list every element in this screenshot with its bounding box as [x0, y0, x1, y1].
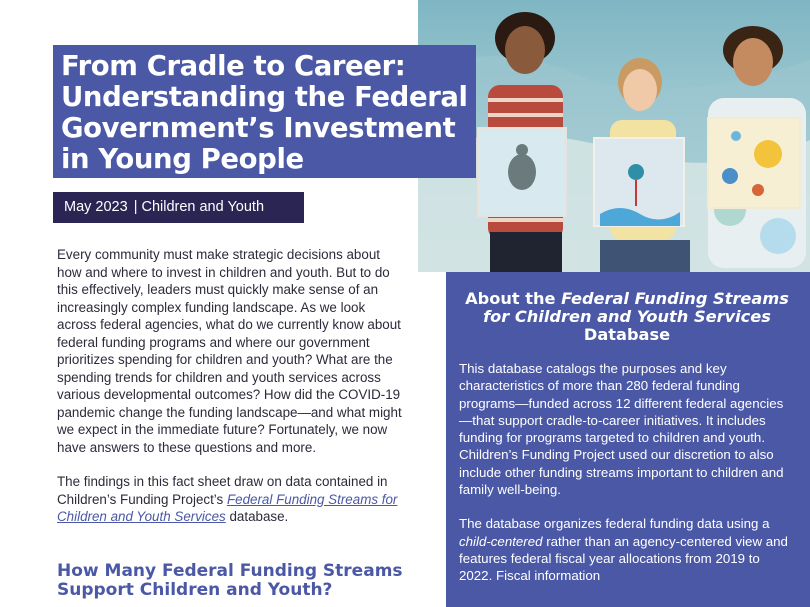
about-database-panel	[446, 272, 810, 607]
children-photo-illustration	[418, 0, 810, 272]
panel-heading-end: Database	[583, 325, 671, 344]
title-line-3: Government’s Investment	[61, 112, 456, 144]
panel-p2-start: The database organizes federal funding data using a	[459, 516, 770, 532]
child-left	[478, 12, 566, 272]
intro-p2-text-end: database.	[225, 509, 289, 524]
title-line-2: Understanding the Federal	[61, 81, 468, 113]
panel-paragraph-1: This database catalogs the purposes and key characteristics of more than 280 federal funding programs—funded across 12 different federal agencies—that support cradle-to-career initiatives. It includes funding for programs targeted to children and youth. Children’s Funding Project used our discretion to also include other funding streams important to children and family well-being.	[459, 361, 784, 498]
panel-p2-end: rather than an agency-centered view and features federal fiscal year allocations from 2019 to 2022. Fiscal information	[459, 533, 788, 584]
panel-heading	[462, 290, 792, 344]
title-banner	[53, 45, 476, 178]
database-link[interactable]: Federal Funding Streams for Children and Youth Services	[57, 491, 398, 524]
intro-body	[57, 246, 407, 543]
panel-paragraph-2	[459, 515, 789, 584]
date-category-bar	[53, 192, 304, 223]
intro-paragraph-2	[57, 473, 407, 526]
intro-paragraph-1: Every community must make strategic decisions about how and where to invest in children and youth. But to do this effectively, leaders must quickly make sense of an increasingly complex funding landscape. As we look across federal agencies, what do we currently know about federal funding programs and where our government prioritizes spending for children and youth? What are the spending trends for children and youth services across various developmental outcomes? How did the COVID-19 pandemic change the funding landscape—and what might we expect in the immediate future? Fortunately, we now have answers to these questions and more.	[57, 247, 402, 455]
title-line-1: From Cradle to Career:	[61, 50, 406, 82]
panel-heading-start: About the	[465, 289, 562, 308]
child-right	[708, 26, 806, 268]
page-title	[61, 51, 468, 175]
hero-photo	[418, 0, 810, 272]
publication-date: May 2023	[64, 199, 128, 215]
intro-p2-text-start: The findings in this fact sheet draw on data contained in Children’s Funding Project’s	[57, 474, 388, 507]
section-heading: How Many Federal Funding Streams Support Children and Youth?	[57, 561, 403, 600]
category-label: Children and Youth	[141, 199, 265, 215]
panel-heading-database-name: Federal Funding Streams for Children and Youth Services	[483, 289, 789, 326]
title-line-4: in Young People	[61, 143, 304, 175]
panel-p2-emphasis: child-centered	[459, 533, 543, 549]
meta-separator: |	[133, 199, 138, 215]
panel-body	[459, 360, 789, 602]
